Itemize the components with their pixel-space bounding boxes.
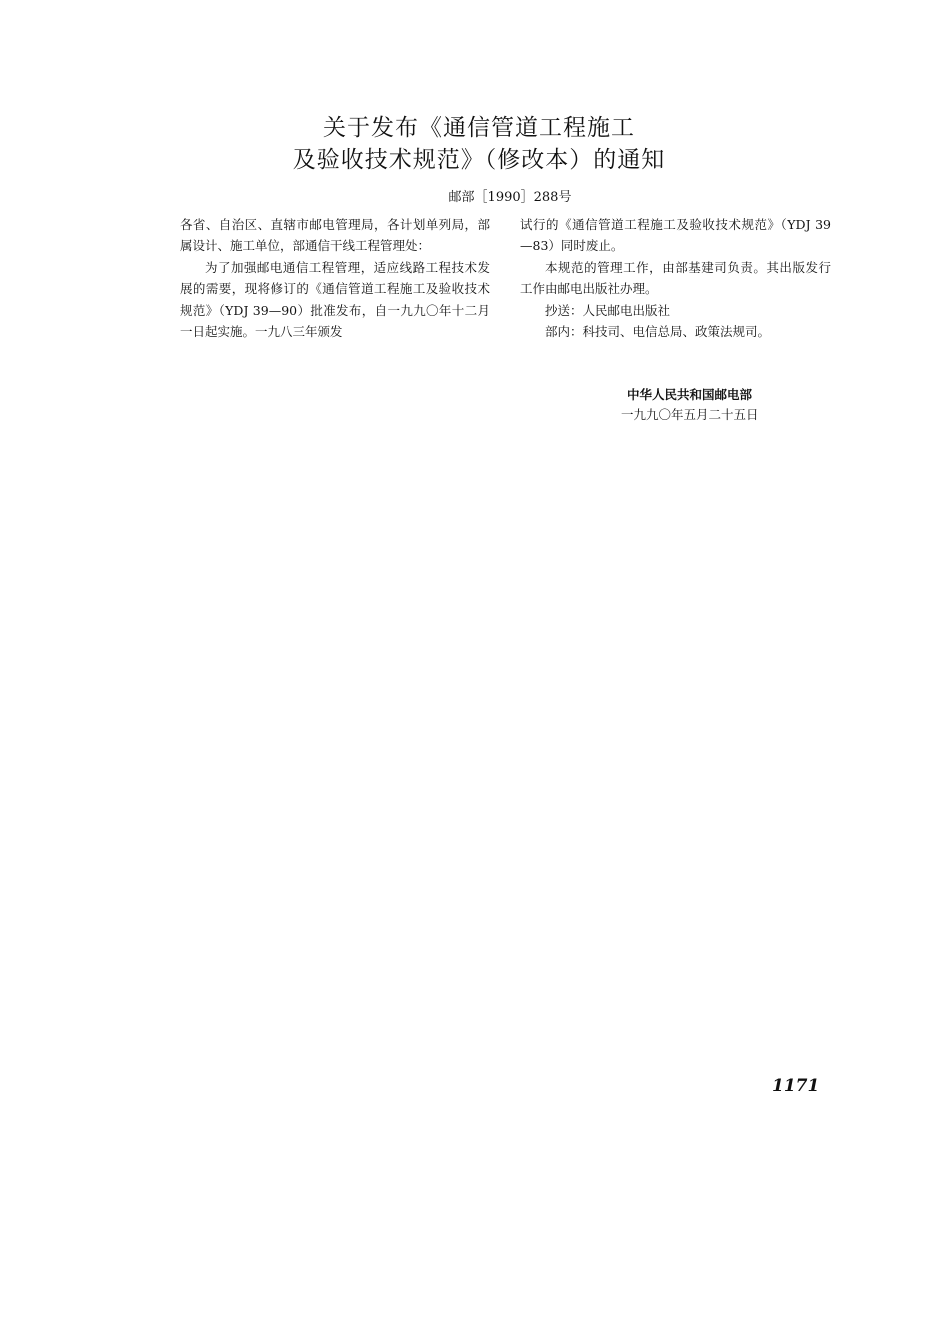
management-paragraph: 本规范的管理工作，由部基建司负责。其出版发行工作由邮电出版社办理。	[520, 259, 831, 297]
internal-distribution-line: 部内：科技司、电信总局、政策法规司。	[545, 324, 771, 340]
left-column	[180, 214, 490, 342]
addressee-paragraph: 各省、自治区、直辖市邮电管理局，各计划单列局，部属设计、施工单位，部通信干线工程管理处：	[180, 217, 490, 254]
right-column	[520, 214, 831, 342]
notice-title-line-2: 及验收技术规范》（修改本）的通知	[292, 147, 666, 173]
document-number: 邮部［1990］288号	[448, 190, 572, 205]
signature-organization: 中华人民共和国邮电部	[627, 387, 753, 402]
cc-line: 抄送：人民邮电出版社	[545, 302, 671, 318]
page-number: 1171	[772, 1076, 820, 1096]
signature-date: 一九九〇年五月二十五日	[621, 407, 759, 422]
notice-title-line-1: 关于发布《通信管道工程施工	[323, 115, 635, 141]
body-paragraph: 为了加强邮电通信工程管理，适应线路工程技术发展的需要，现将修订的《通信管道工程施工及验收技术规范》（YDJ 39—90）批准发布，自一九九〇年十二月一日起实施。一九八三年颁发	[180, 259, 490, 340]
continuation-paragraph: 试行的《通信管道工程施工及验收技术规范》（YDJ 39—83）同时废止。	[520, 217, 831, 254]
